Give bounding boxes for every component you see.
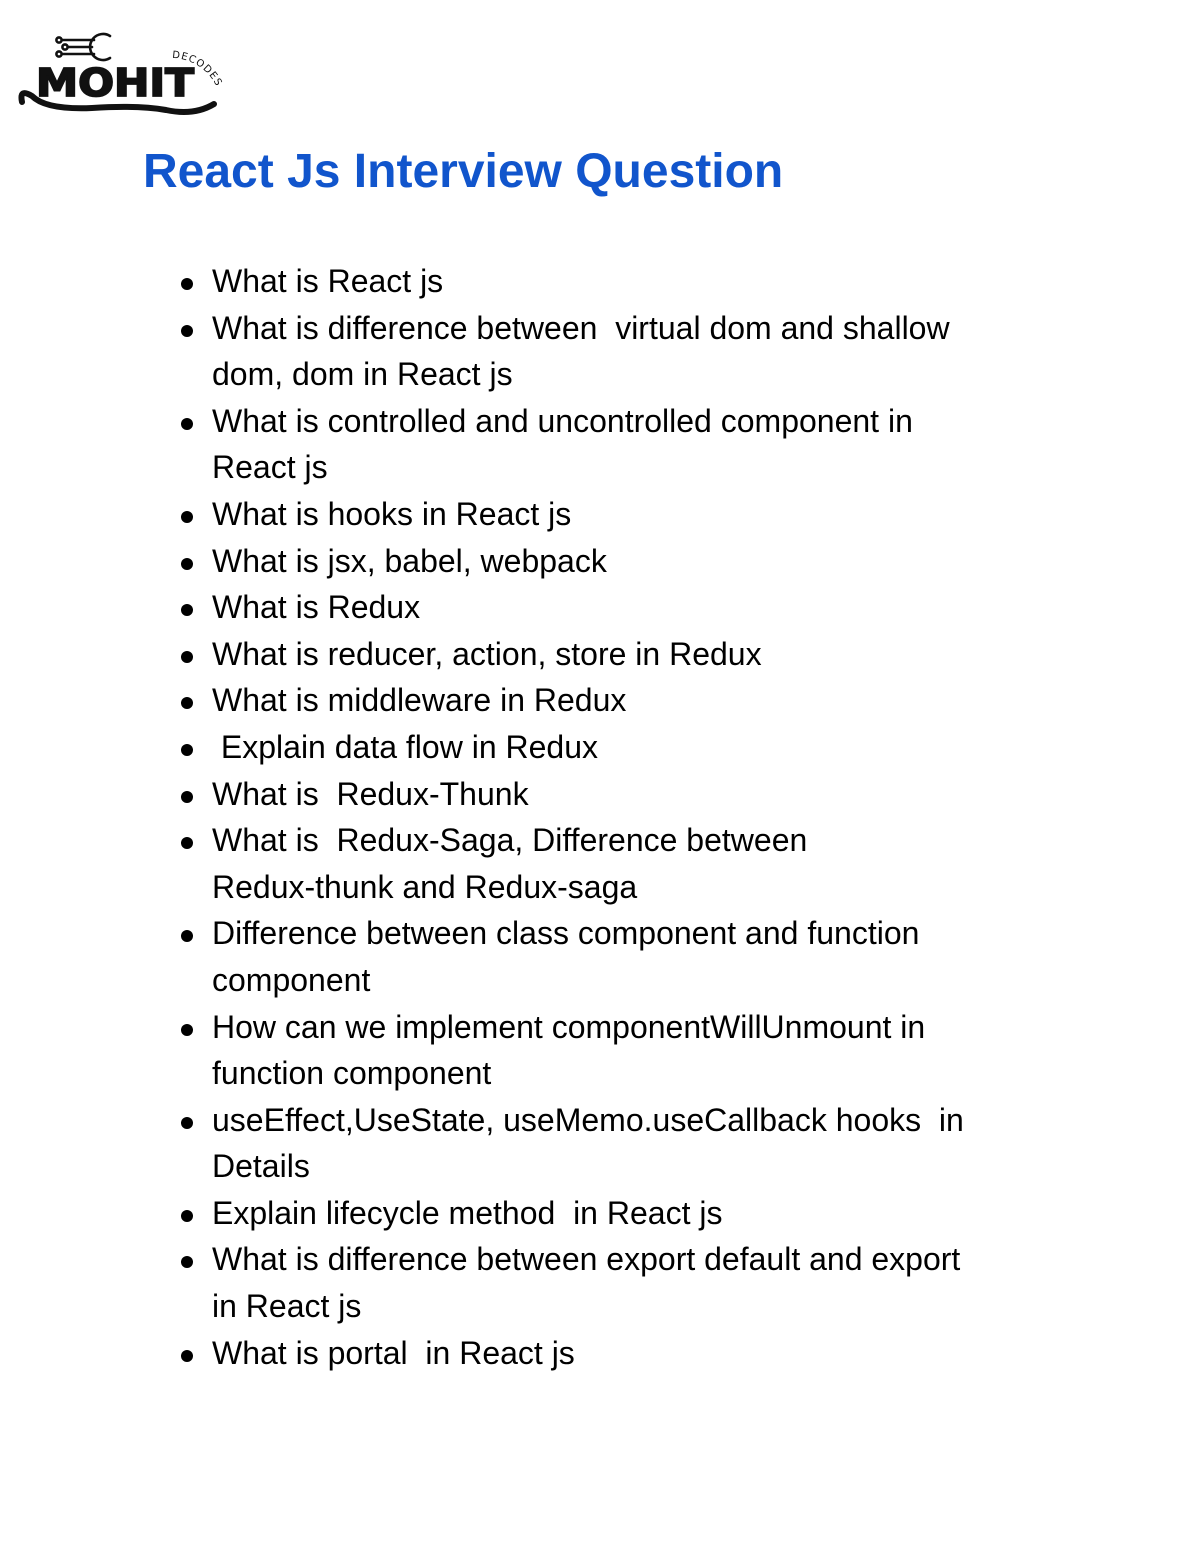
list-item [212,677,1072,724]
question-text-line: Details [212,1148,310,1185]
question-list [212,258,1072,1376]
mohit-decodes-logo [16,26,226,122]
question-text-line: What is controlled and uncontrolled component in [212,402,913,439]
question-text-line: What is difference between virtual dom and shallow [212,309,950,346]
list-item [212,584,1072,631]
circuit-c-icon [56,34,110,60]
list-item [212,817,1072,910]
list-item [212,771,1072,818]
list-item [212,1004,1072,1097]
list-item [212,258,1072,305]
question-text-line: Redux-thunk and Redux-saga [212,868,638,905]
question-text-line: What is hooks in React js [212,495,572,532]
list-item [212,631,1072,678]
list-item [212,1097,1072,1190]
question-text-line: What is Redux-Thunk [212,775,529,812]
list-item [212,1330,1072,1377]
logo-tagline-path: DECODES [171,49,224,89]
logo-brand-text: MOHIT [36,61,195,105]
list-item [212,910,1072,1003]
question-text-line: What is Redux-Saga, Difference between [212,822,808,859]
question-text-line: What is portal in React js [212,1334,575,1371]
list-item [212,538,1072,585]
question-text-line: dom, dom in React js [212,356,513,393]
question-text-line: component [212,961,371,998]
question-text-line: What is Redux [212,589,421,626]
question-text-line: How can we implement componentWillUnmount in [212,1008,926,1045]
page-title: React Js Interview Question [143,145,784,198]
list-item [212,305,1072,398]
question-text-line: What is React js [212,263,444,299]
list-item [212,724,1072,771]
list-item [212,491,1072,538]
question-text-line: useEffect,UseState, useMemo.useCallback hooks in [212,1101,964,1138]
question-text-line: Difference between class component and function [212,915,920,952]
list-item [212,1236,1072,1329]
question-text-line: What is jsx, babel, webpack [212,542,607,579]
question-text-line: React js [212,449,328,486]
question-text-line: function component [212,1055,492,1092]
question-text-line: Explain data flow in Redux [212,728,598,765]
question-text-line: What is difference between export default and export [212,1241,961,1278]
question-text-line: Explain lifecycle method in React js [212,1194,723,1231]
question-text-line: in React js [212,1288,362,1325]
list-item [212,398,1072,491]
question-text-line: What is middleware in Redux [212,682,627,719]
question-text-line: What is reducer, action, store in Redux [212,635,762,672]
list-item [212,1190,1072,1237]
